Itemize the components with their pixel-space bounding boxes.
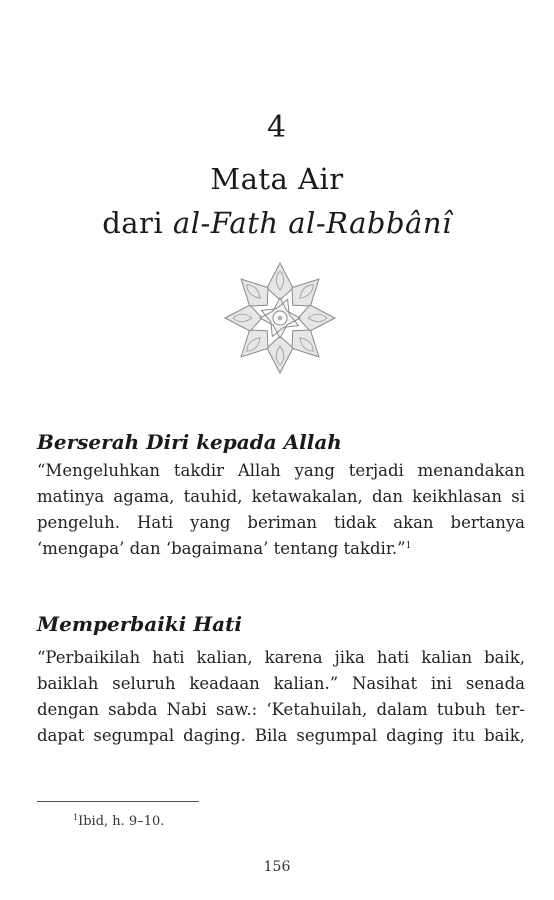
paragraph-line-text: ‘mengapa’ dan ‘bagaimana’ tentang takdir.” (37, 539, 406, 558)
paragraph-berserah-diri (37, 458, 525, 562)
chapter-title-line-1: Mata Air (210, 162, 344, 196)
footnote-separator (37, 801, 199, 802)
footnote (73, 812, 164, 832)
paragraph-line: “Mengeluhkan takdir Allah yang terjadi menandakan (37, 461, 525, 480)
paragraph-line-last (37, 536, 525, 562)
chapter-title-prefix: dari (102, 206, 173, 240)
paragraph-line: “Perbaikilah hati kalian, karena jika hati kalian baik, (37, 648, 525, 667)
footnote-text: Ibid, h. 9–10. (78, 814, 165, 829)
paragraph-line: baiklah seluruh keadaan kalian.” Nasihat ini senada (37, 674, 525, 693)
section-heading-memperbaiki-hati: Memperbaiki Hati (37, 612, 242, 636)
footnote-marker: 1 (73, 813, 79, 822)
page-number: 156 (263, 859, 291, 875)
paragraph-line: matinya agama, tauhid, ketawakalan, dan keikhlasan si (37, 487, 525, 506)
footnote-reference[interactable]: 1 (405, 541, 412, 551)
paragraph-line: dapat segumpal daging. Bila segumpal daging itu baik, (37, 726, 525, 745)
chapter-title-line-2 (0, 204, 554, 242)
paragraph-memperbaiki-hati (37, 645, 525, 749)
section-heading-berserah-diri: Berserah Diri kepada Allah (37, 430, 342, 454)
floral-medallion-icon (223, 261, 337, 375)
paragraph-line: pengeluh. Hati yang beriman tidak akan bertanya (37, 513, 525, 532)
paragraph-line: dengan sabda Nabi saw.: ‘Ketahuilah, dalam tubuh ter- (37, 700, 525, 719)
chapter-title-book-name: al-Fath al-Rabbânî (172, 206, 452, 240)
chapter-number: 4 (266, 110, 288, 145)
